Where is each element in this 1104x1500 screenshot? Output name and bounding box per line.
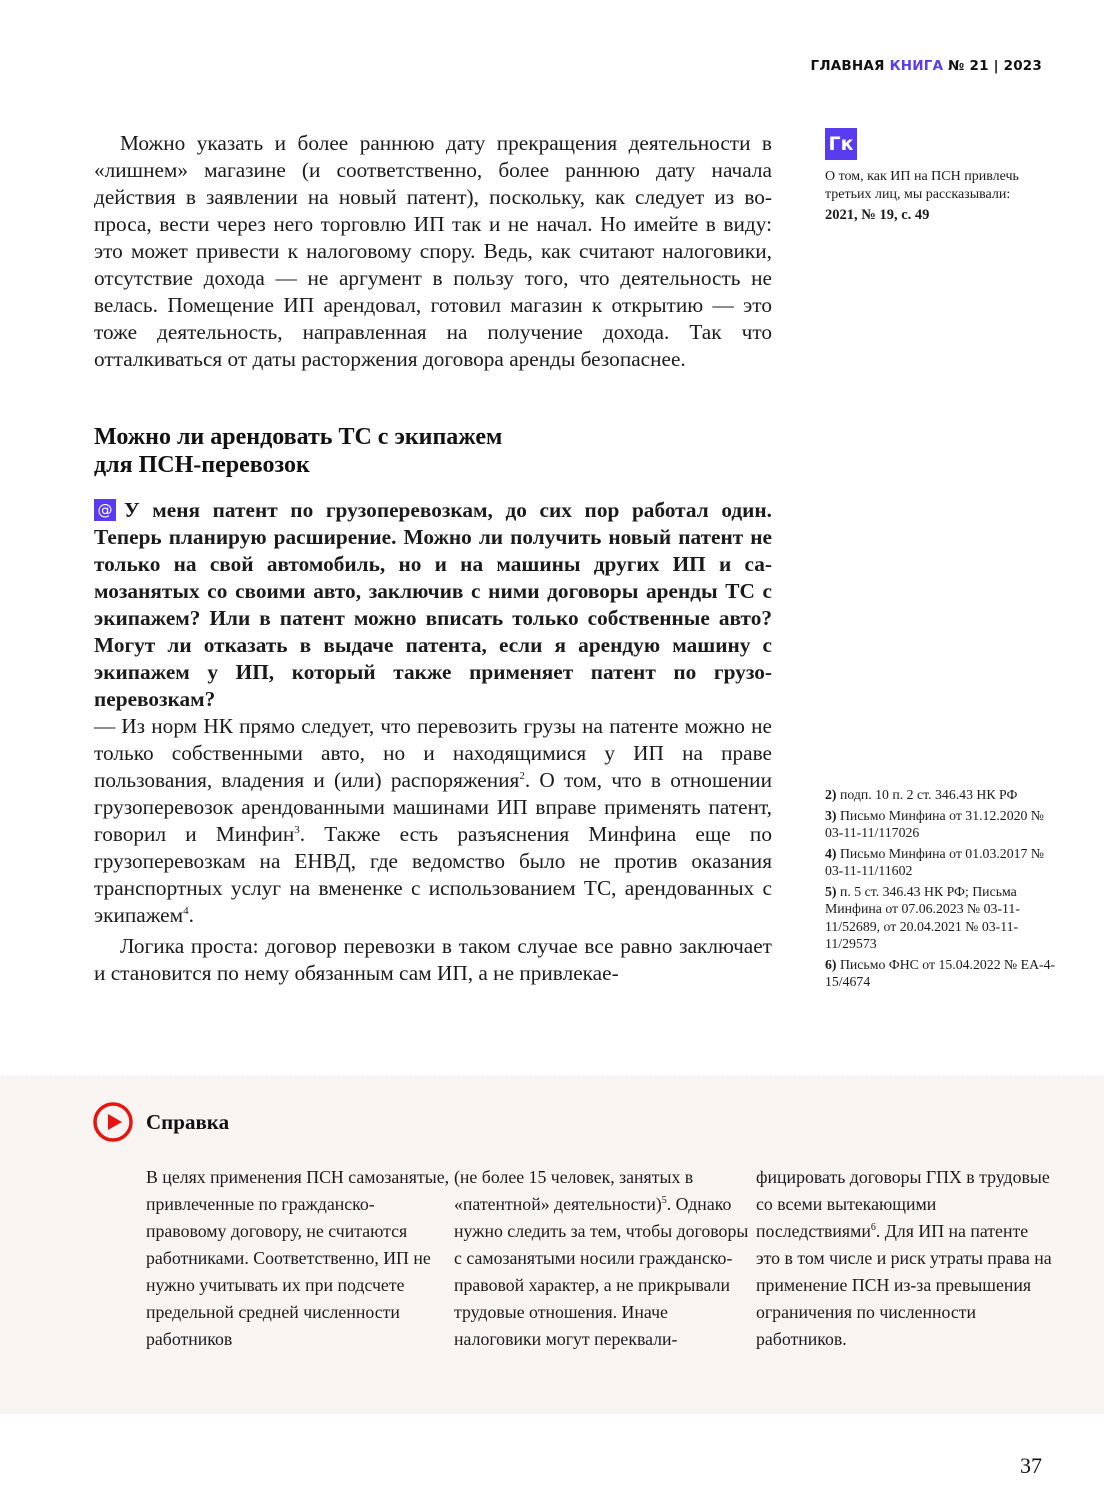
footnote-ref-3[interactable]: 3 — [294, 824, 300, 836]
footnote-4 — [825, 845, 1065, 880]
section-heading — [94, 423, 772, 479]
issue-number: № 21 | 2023 — [948, 58, 1042, 74]
footnote-number: 2) — [825, 787, 837, 802]
info-box-column-3 — [756, 1164, 1056, 1353]
column-text: . Однако нужно следить за тем, чтобы договоры с самозанятыми носили гражданско-правовой характер, а не прикрывали трудовые отношения. Иначе налоговики могут переквали- — [454, 1194, 749, 1349]
reader-question — [94, 497, 772, 713]
footnote-text: Письмо Минфина от 01.03.2017 № 03-11-11/11602 — [825, 845, 1045, 878]
info-box-title: Справка — [146, 1109, 230, 1134]
info-box-columns — [146, 1164, 1056, 1353]
main-column — [94, 130, 772, 987]
footnote-5 — [825, 883, 1065, 953]
answer-text: . Также есть разъяснения Минфина еще по грузоперевозкам на ЕНВД, где ведомство было не против оказания транспортных услуг на вмененке с использованием ТС, арендованных с экипажем — [94, 822, 772, 927]
answer-text: Из норм НК прямо следует, что перевозить грузы на патенте можно не только собственными авто, но и находящимися у ИП на праве пользования, владения и (или) распоряжения — [94, 714, 772, 792]
info-box-column-1: В целях применения ПСН самозанятые, привлеченные по гражданско-правовому договору, не считаются работниками. Соответственно, ИП не нужно учитывать их при подсчете предельной средней численности работников — [146, 1167, 450, 1349]
footnote-3 — [825, 807, 1065, 842]
page-number: 37 — [1020, 1453, 1042, 1478]
footnote-number: 5) — [825, 883, 837, 899]
side-note-text: О том, как ИП на ПСН привлечь третьих лиц, мы рассказывали: — [825, 169, 1019, 202]
magazine-header — [811, 58, 1042, 74]
at-sign-icon: @ — [94, 499, 116, 521]
footnote-text: п. 5 ст. 346.43 НК РФ; Письма Минфина от 07.06.2023 № 03-11-11/52689, от 20.04.2021 № 03-11-11/29573 — [825, 883, 1020, 951]
footnote-text: Письмо Минфина от 31.12.2020 № 03-11-11/117026 — [825, 807, 1045, 840]
column-text: фицировать договоры ГПХ в трудовые со всеми вытекающими последствиями — [756, 1167, 1050, 1241]
footnote-number: 3) — [825, 807, 837, 823]
footnote-text: подп. 10 п. 2 ст. 346.43 НК РФ — [839, 787, 1018, 802]
footnote-text: Письмо ФНС от 15.04.2022 № ЕА-4-15/4674 — [825, 956, 1056, 989]
footnote-ref-2[interactable]: 2 — [519, 770, 525, 782]
answer-text: . — [188, 903, 194, 927]
question-text: У меня патент по грузоперевозкам, до сих пор работал один. Теперь планирую расширение. Можно ли получить новый патент не только на свой автомобиль, но и на машины других ИП и самозанятых со своими авто, заключив с ними договоры аренды ТС с экипажем? Или в патент можно вписать только собственные авто? Могут ли отказать в выдаче патента, если я арендую машину с экипажем у ИП, который также применяет патент по грузоперевозкам? — [94, 498, 772, 711]
info-box-column-2 — [454, 1164, 756, 1353]
footnotes — [825, 786, 1065, 994]
gk-logo-icon: Гк — [825, 128, 857, 160]
section-heading-line2: для ПСН-перевозок — [94, 452, 310, 478]
footnote-number: 6) — [825, 956, 837, 972]
side-note-reference[interactable]: 2021, № 19, с. 49 — [825, 207, 930, 223]
footnote-ref-4[interactable]: 4 — [183, 905, 189, 917]
column-text: . Для ИП на патенте это в том числе и риск утраты права на применение ПСН из-за превышения ограничения по численности работников. — [756, 1221, 1052, 1349]
logic-paragraph: Логика проста: договор перевозки в таком случае все равно заключает и становится по нему обязанным сам ИП, а не привлекае- — [94, 934, 772, 985]
section-heading-line1: Можно ли арендовать ТС с экипажем — [94, 424, 503, 450]
brand-accent: КНИГА — [889, 58, 944, 74]
footnote-ref-5[interactable]: 5 — [661, 1195, 667, 1206]
answer-dash: — — [94, 714, 116, 738]
column-text: (не более 15 человек, занятых в «патентной» деятельности) — [454, 1167, 694, 1214]
brand-main: ГЛАВНАЯ — [810, 58, 885, 74]
footnote-6 — [825, 956, 1065, 991]
intro-paragraph: Можно указать и более раннюю дату прекращения деятельности в «лишнем» магазине (и соответственно, более раннюю дату начала действия в заявлении на новый патент), поскольку, как следует из вопроса, вести через него торговлю ИП так и не начал. Но имейте в виду: это может привести к налоговому спору. Ведь, как считают налоговики, отсутствие дохода — не аргумент в пользу того, что деятельность не велась. Помещение ИП арендовал, готовил магазин к открытию — это тоже деятельность, направленная на получение дохода. Так что отталкиваться от даты расторжения договора аренды безопаснее. — [94, 131, 772, 371]
info-box-header — [92, 1101, 229, 1143]
play-icon — [92, 1101, 134, 1143]
footnote-number: 4) — [825, 845, 837, 861]
footnote-ref-6[interactable]: 6 — [870, 1222, 876, 1233]
side-note — [825, 128, 1055, 224]
footnote-2 — [825, 786, 1065, 804]
answer-paragraph — [94, 713, 772, 929]
answer-text: . О том, что в отношении грузоперевозок арендованными машинами ИП вправе применять патент, говорил и Минфин — [94, 768, 772, 846]
